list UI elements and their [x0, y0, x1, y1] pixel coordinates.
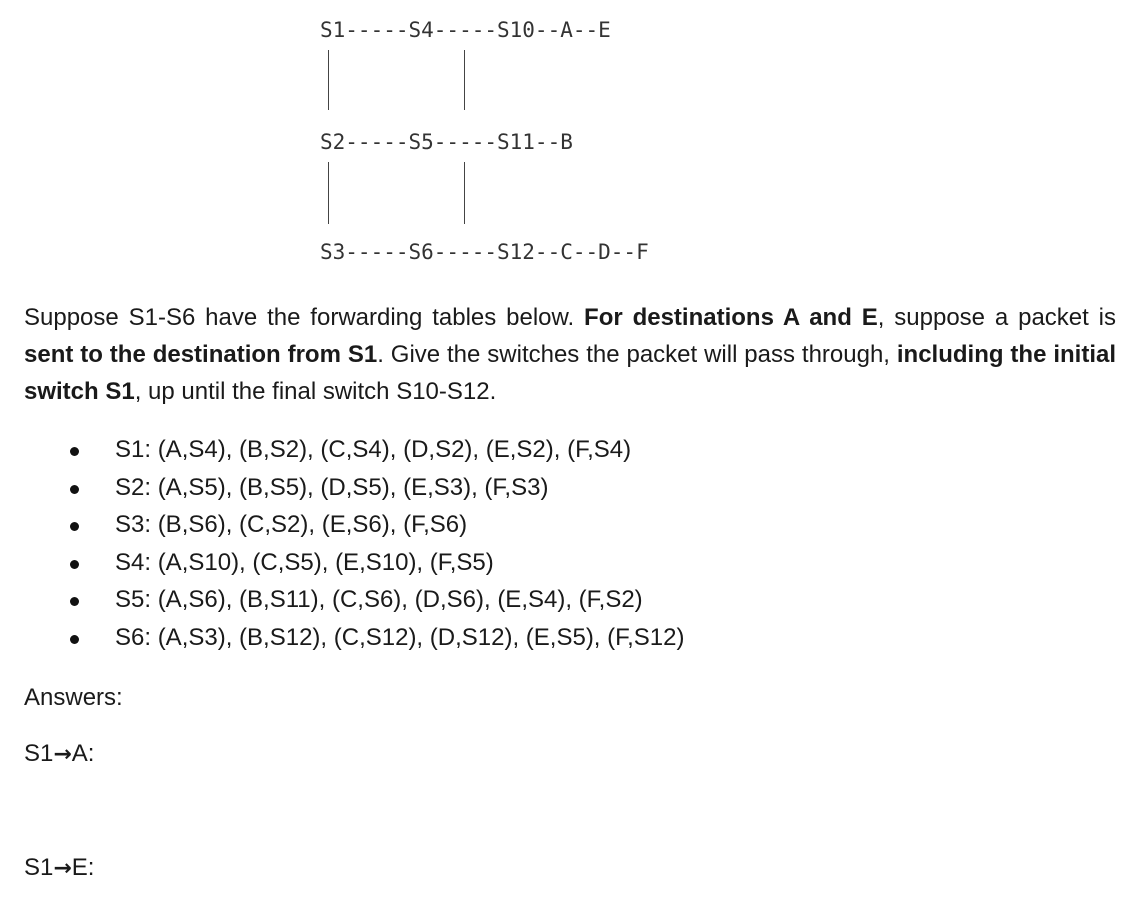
- forwarding-table-s2: S2: (A,S5), (B,S5), (D,S5), (E,S3), (F,S3): [115, 473, 549, 501]
- network-diagram: [320, 12, 820, 262]
- answer-s1-to-a: [24, 740, 94, 768]
- answer-destination: E:: [71, 854, 95, 881]
- answer-prefix: S1: [24, 854, 54, 881]
- answers-heading: Answers:: [24, 684, 123, 711]
- answer-prefix: S1: [24, 740, 54, 767]
- para-bold-2: sent to the destination from S1: [24, 341, 378, 368]
- para-text-3: . Give the switches the packet will pass through,: [377, 341, 897, 368]
- right-arrow-icon: →: [53, 742, 72, 767]
- forwarding-table-s4: S4: (A,S10), (C,S5), (E,S10), (F,S5): [115, 548, 494, 576]
- para-text-2: , suppose a packet is: [877, 304, 1116, 331]
- link-s1-s2: [328, 50, 329, 110]
- forwarding-table-s6: S6: (A,S3), (B,S12), (C,S12), (D,S12), (E,S5), (F,S12): [115, 623, 685, 651]
- forwarding-table-s1: S1: (A,S4), (B,S2), (C,S4), (D,S2), (E,S2), (F,S4): [115, 436, 632, 463]
- para-bold-1: For destinations A and E: [584, 304, 878, 331]
- diagram-row-1: S1-----S4-----S10--A--E: [320, 18, 611, 42]
- bullet-icon: [70, 447, 79, 456]
- bullet-icon: [70, 635, 79, 644]
- forwarding-table-s3: S3: (B,S6), (C,S2), (E,S6), (F,S6): [115, 511, 468, 538]
- link-s5-s6: [464, 162, 465, 224]
- question-paragraph: [24, 299, 1116, 410]
- diagram-row-2: S2-----S5-----S11--B: [320, 130, 573, 154]
- link-s4-s5: [464, 50, 465, 110]
- answer-destination: A:: [71, 740, 95, 767]
- para-text-1: Suppose S1-S6 have the forwarding tables below.: [24, 304, 585, 331]
- para-bold-3: including the initial switch S1: [24, 341, 1116, 405]
- right-arrow-icon: →: [53, 856, 72, 881]
- para-text-4: , up until the final switch S10-S12.: [134, 378, 497, 405]
- diagram-row-3: S3-----S6-----S12--C--D--F: [320, 240, 649, 264]
- bullet-icon: [70, 522, 79, 531]
- bullet-icon: [70, 485, 79, 494]
- bullet-icon: [70, 597, 79, 606]
- link-s2-s3: [328, 162, 329, 224]
- bullet-icon: [70, 560, 79, 569]
- answer-s1-to-e: [24, 854, 94, 882]
- forwarding-table-s5: S5: (A,S6), (B,S11), (C,S6), (D,S6), (E,S4), (F,S2): [115, 586, 643, 613]
